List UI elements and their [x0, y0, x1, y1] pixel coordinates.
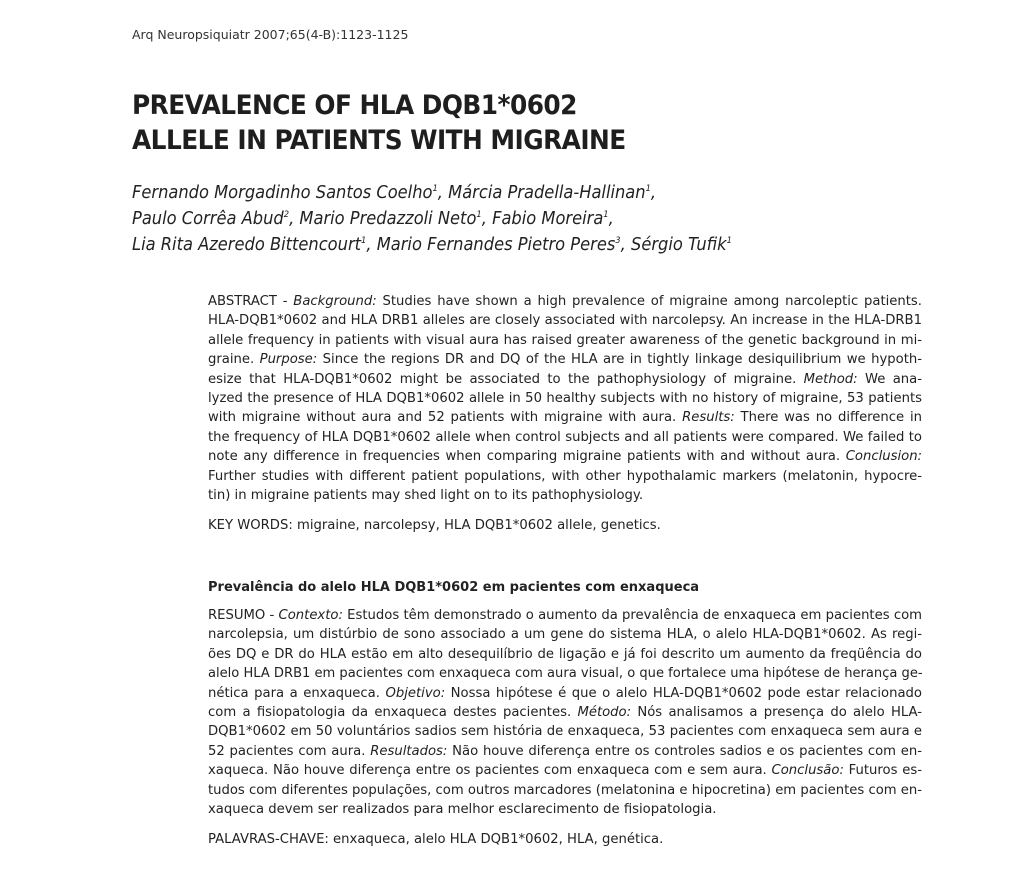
abstract — [208, 292, 922, 505]
resumo-text: Nossa hipótese é que o alelo HLA-DQB1*0602 pode estar relacionado — [445, 685, 922, 701]
resumo-title: Prevalência do alelo HLA DQB1*0602 em pacientes com enxaqueca — [208, 580, 700, 595]
abstract-text: the frequency of HLA DQB1*0602 allele when control subjects and all patients were compared. We failed to — [208, 429, 922, 445]
abstract-text: Studies have shown a high prevalence of migraine among narcoleptic patients. — [376, 294, 922, 309]
abstract-section-label: Results: — [682, 410, 735, 426]
journal-reference: Arq Neuropsiquiatr 2007;65(4-B):1123-1125 — [132, 27, 409, 42]
author: Paulo Corrêa Abud$^2$ — [132, 209, 290, 229]
author: Márcia Pradella-Hallinan$^1$ — [448, 183, 651, 203]
abstract-section-label: Conclusion: — [845, 449, 922, 465]
resumo-text: Futuros es- — [843, 763, 923, 779]
author: Fernando Morgadinho Santos Coelho$^1$ — [132, 183, 438, 203]
author: Mario Predazzoli Neto$^1$ — [299, 209, 482, 229]
resumo-line — [208, 761, 922, 780]
resumo-section-label: Objetivo: — [385, 685, 446, 701]
author-list: Fernando Morgadinho Santos Coelho$^1$, Márcia Pradella-Hallinan$^1$, Paulo Corrêa Abud$^2$, Mario Predazzoli Neto$^1$, Fabio Moreira$^1$, Lia Rita Azeredo Bittencourt$^1$, Mario Fernandes Pietro Peres$^3$, Sérgio Tufik$^1$ — [132, 183, 732, 255]
abstract-section-label: Background: — [293, 294, 377, 309]
resumo-text: xaqueca devem ser realizados para melhor esclarecimento de fisiopatologia. — [208, 802, 717, 818]
resumo-line — [208, 703, 922, 722]
resumo-section-label: Método: — [577, 705, 632, 721]
abstract-text: There was no difference in — [734, 410, 922, 426]
abstract-line — [208, 311, 922, 330]
author: Sérgio Tufik$^1$ — [631, 235, 732, 255]
abstract-text: with migraine without aura and 52 patients with migraine with aura. — [208, 410, 683, 426]
abstract-section-label: Purpose: — [259, 352, 318, 368]
title-line: ALLELE IN PATIENTS WITH MIGRAINE — [132, 125, 626, 156]
abstract-text: lyzed the presence of HLA DQB1*0602 allele in 50 healthy subjects with no history of migraine, 53 patients — [208, 391, 922, 407]
resumo-section-label: Resultados: — [370, 743, 448, 759]
author: Lia Rita Azeredo Bittencourt$^1$ — [132, 235, 367, 255]
resumo-text: nética para a enxaqueca. — [208, 685, 386, 701]
abstract-text: Further studies with different patient populations, with other hypothalamic markers (melatonin, hypocre- — [208, 468, 922, 484]
abstract-text: ABSTRACT - — [208, 294, 294, 309]
abstract-section-label: Method: — [803, 371, 858, 387]
resumo-text: narcolepsia, um distúrbio de sono associado a um gene do sistema HLA, o alelo HLA-DQB1*0602. As regi- — [208, 627, 922, 643]
resumo-text: ões DQ e DR do HLA estão em alto desequilíbrio de ligação e já foi descrito um aumento da freqüência do — [208, 646, 922, 662]
resumo-line — [208, 645, 922, 664]
abstract-line — [208, 350, 922, 369]
author: Fabio Moreira$^1$ — [492, 209, 609, 229]
abstract-text: note any difference in frequencies when comparing migraine patients with and without aura. — [208, 449, 846, 465]
abstract-text: HLA-DQB1*0602 and HLA DRB1 alleles are closely associated with narcolepsy. An increase in the HLA-DRB1 — [208, 313, 922, 329]
resumo-line — [208, 625, 922, 644]
resumo-text: Não houve diferença entre os controles sadios e os pacientes com en- — [447, 743, 923, 759]
resumo-text: Estudos têm demonstrado o aumento da prevalência de enxaqueca em pacientes com — [342, 608, 922, 623]
resumo-section-label: Conclusão: — [771, 763, 844, 779]
abstract-text: We ana- — [857, 371, 922, 387]
resumo-line — [208, 664, 922, 683]
abstract-line — [208, 447, 922, 466]
abstract-line — [208, 370, 922, 389]
abstract-text: esize that HLA-DQB1*0602 might be associated to the pathophysiology of migraine. — [208, 371, 804, 387]
abstract-line — [208, 408, 922, 427]
resumo-text: 52 pacientes com aura. — [208, 743, 371, 759]
resumo-text: com a fisiopatologia da enxaqueca destes pacientes. — [208, 705, 578, 721]
abstract-line — [208, 486, 922, 505]
resumo-text: RESUMO - — [208, 608, 279, 623]
author: Mario Fernandes Pietro Peres$^3$ — [376, 235, 621, 255]
palavras-chave: PALAVRAS-CHAVE: enxaqueca, alelo HLA DQB1*0602, HLA, genética. — [208, 832, 664, 847]
resumo-text: Nós analisamos a presença do alelo HLA- — [631, 705, 922, 721]
resumo — [208, 606, 922, 819]
abstract-text: tin) in migraine patients may shed light on to its pathophysiology. — [208, 488, 644, 504]
resumo-line — [208, 722, 922, 741]
resumo-text: xaqueca. Não houve diferença entre os pacientes com enxaqueca com e sem aura. — [208, 763, 772, 779]
abstract-text: graine. — [208, 352, 260, 368]
resumo-line — [208, 742, 922, 761]
abstract-line — [208, 467, 922, 486]
abstract-text: Since the regions DR and DQ of the HLA are in tightly linkage desiquilibrium we hypoth- — [317, 352, 922, 368]
title-line: PREVALENCE OF HLA DQB1*0602 — [132, 90, 577, 121]
resumo-line — [208, 606, 922, 625]
article-title — [132, 88, 626, 158]
resumo-line — [208, 781, 922, 800]
resumo-line — [208, 684, 922, 703]
resumo-section-label: Contexto: — [278, 608, 343, 623]
resumo-text: tudos com diferentes populações, com outros marcadores (melatonina e hipocretina) em pacientes com en- — [208, 782, 922, 798]
resumo-text: DQB1*0602 em 50 voluntários sadios sem história de enxaqueca, 53 pacientes com enxaqueca sem aura e — [208, 724, 922, 740]
abstract-line — [208, 428, 922, 447]
abstract-line — [208, 292, 922, 311]
resumo-line — [208, 800, 922, 819]
abstract-line — [208, 389, 922, 408]
keywords: KEY WORDS: migraine, narcolepsy, HLA DQB1*0602 allele, genetics. — [208, 518, 661, 533]
abstract-text: allele frequency in patients with visual aura has raised greater awareness of the genetic background in mi- — [208, 332, 922, 348]
resumo-text: alelo HLA DRB1 em pacientes com enxaqueca com aura visual, o que fortalece uma hipótese de herança ge- — [208, 666, 923, 682]
abstract-line — [208, 331, 922, 350]
